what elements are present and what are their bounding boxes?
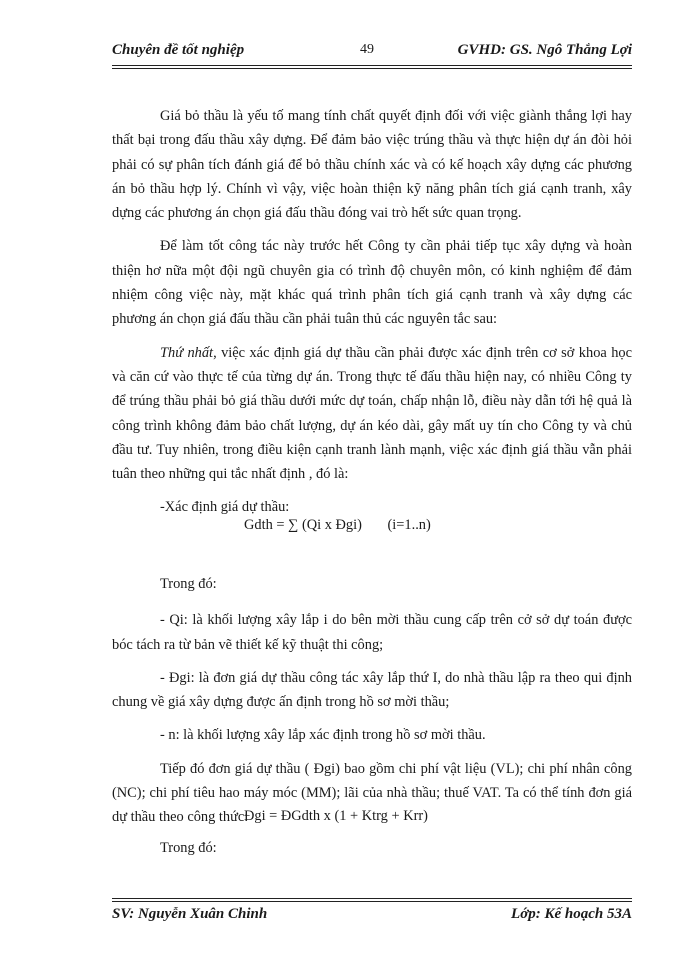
paragraph-first-principle <box>112 341 632 487</box>
footer-divider <box>112 898 632 899</box>
first-principle-text: , việc xác định giá dự thầu cần phải được xác định trên cơ sở khoa học và căn cứ vào thực tế của từng dự án. Trong thực tế đấu thầu hiện nay, có nhiều Công ty để trúng thầu phải bỏ giá thầu dưới mức dự toán, chấp nhận lỗ, điều này dẫn tới hệ quả là công trình không đảm bảo chất lượng, dự án kéo dài, gây mất uy tín cho Công ty và chủ đầu tư. Tuy nhiên, trong điều kiện cạnh tranh lành mạnh, việc xác định giá thầu vẫn phải tuân theo những qui tắc nhất định , đó là: <box>112 344 632 483</box>
formula-bid-price-expression: Gdth = ∑ (Qi x Đgi) <box>244 517 362 533</box>
formula-bid-price-range: (i=1..n) <box>387 517 431 533</box>
page-footer <box>112 904 632 928</box>
footer-class: Lớp: Kế hoạch 53A <box>511 906 632 922</box>
paragraph-expert-team: Để làm tốt công tác này trước hết Công ty cần phải tiếp tục xây dựng và hoàn thiện hơ nữa một đội ngũ chuyên gia có trình độ chuyên môn, có kinh nghiệm để đảm nhiệm công việc này, mặt khác quá trình phân tích giá cạnh tranh và xây dựng các phương án chọn giá đấu thầu cần phải tuân thủ các nguyên tắc sau: <box>112 238 632 328</box>
paragraph-where-2: Trong đó: <box>160 840 217 856</box>
header-document-type: Chuyên đề tốt nghiệp <box>112 42 245 58</box>
paragraph-bid-price-importance: Giá bỏ thầu là yếu tố mang tính chất quyết định đối với việc giành thắng lợi hay thất bại trong đấu thầu xây dựng. Để đảm bảo việc trúng thầu và thực hiện dự án đòi hỏi phải có sự phân tích đánh giá để bỏ thầu chính xác và có kế hoạch xây dựng các phương án bỏ thầu hợp lý. Chính vì vậy, việc hoàn thiện kỹ năng phân tích giá cạnh tranh, xây dựng các phương án chọn giá đấu thầu đóng vai trò hết sức quan trọng. <box>112 108 632 222</box>
definition-dgi: - Đgi: là đơn giá dự thầu công tác xây lắp thứ I, do nhà thầu lập ra theo qui định chung về giá xây dựng được ấn định trong hồ sơ mời thầu; <box>112 669 632 711</box>
formula-bid-price <box>244 517 431 534</box>
footer-divider-thin <box>112 901 632 902</box>
page-header <box>112 40 632 64</box>
paragraph-unit-price: Tiếp đó đơn giá dự thầu ( Đgi) bao gồm chi phí vật liệu (VL); chi phí nhân công (NC); chi phí tiêu hao máy móc (MM); lãi của nhà thầu; thuế VAT. Ta có thể tính đơn giá dự thầu theo công thức: <box>112 760 632 826</box>
header-divider <box>112 65 632 66</box>
definition-qi: - Qi: là khối lượng xây lắp i do bên mời thầu cung cấp trên cở sở dự toán được bóc tách ra từ bản vẽ thiết kế kỹ thuật thi công; <box>112 612 632 653</box>
footer-student: SV: Nguyễn Xuân Chinh <box>112 906 268 922</box>
header-advisor: GVHD: GS. Ngô Thắng Lợi <box>457 42 632 58</box>
paragraph-bid-price-heading: -Xác định giá dự thầu: <box>160 499 290 516</box>
page-number: 49 <box>360 42 374 57</box>
first-principle-lead: Thứ nhất <box>160 344 214 361</box>
definition-n: - n: là khối lượng xây lắp xác định trong hồ sơ mời thầu. <box>160 727 486 744</box>
paragraph-where-1: Trong đó: <box>160 576 217 592</box>
document-body-continued <box>112 572 632 830</box>
formula-unit-price: Đgi = ĐGdth x (1 + Ktrg + Krr) <box>244 808 428 824</box>
document-body <box>112 104 632 520</box>
document-body-end <box>112 836 632 860</box>
header-divider-thin <box>112 68 632 69</box>
